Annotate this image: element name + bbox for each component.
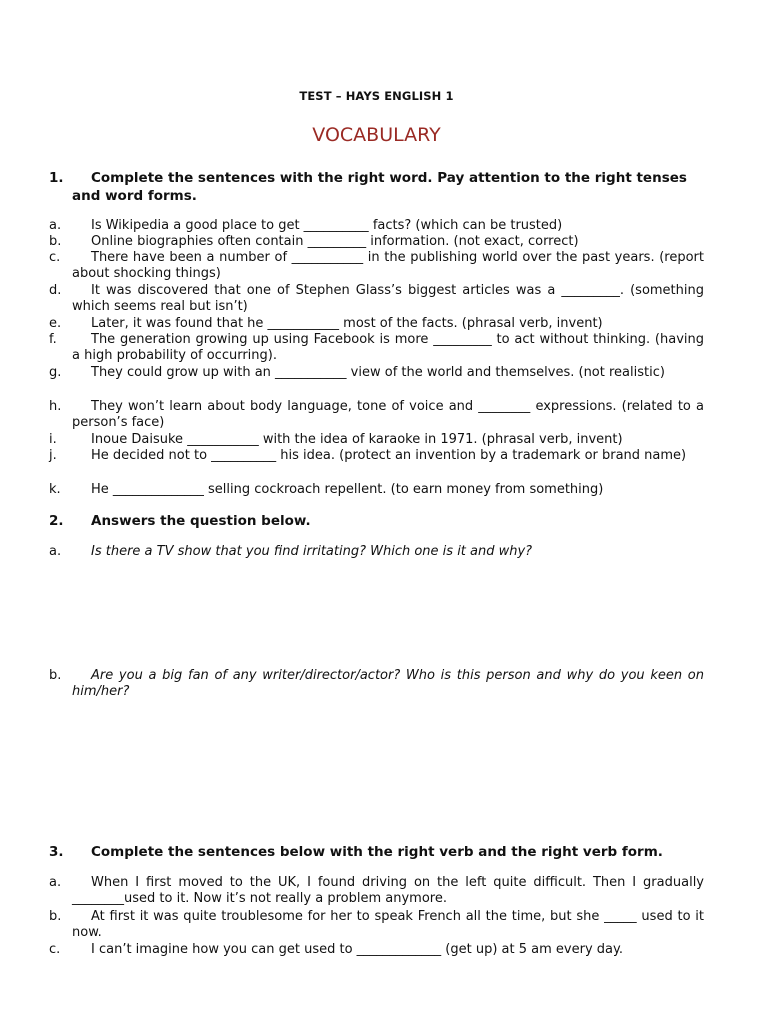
question-item [49,316,704,332]
item-letter: i. [49,432,57,447]
question-item [49,332,704,365]
item-text: Online biographies often contain _________ information. (not exact, correct) [91,234,579,249]
section-3-heading [49,843,704,861]
item-letter: e. [49,316,62,331]
item-text: They could grow up with an ___________ view of the world and themselves. (not realistic) [91,365,665,380]
item-letter: b. [49,668,62,683]
test-title: TEST – HAYS ENGLISH 1 [299,89,454,103]
item-letter: a. [49,875,62,890]
item-letter: h. [49,399,62,414]
item-text: Are you a big fan of any writer/director/actor? Who is this person and why do you keen on him/her? [72,668,704,700]
item-letter: a. [49,218,62,233]
question-item [49,283,704,316]
question-item [49,668,704,701]
item-letter: f. [49,332,57,347]
question-item [49,365,704,381]
item-text: When I first moved to the UK, I found driving on the left quite difficult. Then I gradually ________used to it. Now it’s not really a problem anymore. [72,875,704,907]
item-text: Inoue Daisuke ___________ with the idea of karaoke in 1971. (phrasal verb, invent) [91,432,623,447]
item-text: There have been a number of ___________ in the publishing world over the past years. (report about shocking things) [72,250,704,282]
item-letter: b. [49,909,62,924]
question-item [49,432,704,448]
question-item [49,250,704,283]
section-number: 1. [49,170,64,186]
section-1-heading [49,169,704,205]
question-item [49,544,704,560]
item-letter: g. [49,365,62,380]
question-item [49,909,704,942]
question-item [49,942,704,958]
item-letter: c. [49,250,61,265]
item-letter: b. [49,234,62,249]
question-item [49,875,704,908]
section-number: 3. [49,844,64,860]
section-instruction: Complete the sentences below with the right verb and the right verb form. [91,844,663,860]
section-title-vocabulary: VOCABULARY [312,124,441,146]
item-text: He decided not to __________ his idea. (protect an invention by a trademark or brand name) [91,448,687,463]
item-text: Is Wikipedia a good place to get __________ facts? (which can be trusted) [91,218,563,233]
document-page [49,0,704,1024]
question-item [49,218,704,234]
item-text: At first it was quite troublesome for her to speak French all the time, but she _____ used to it now. [72,909,704,941]
item-text: I can’t imagine how you can get used to _____________ (get up) at 5 am every day. [91,942,623,957]
item-text: The generation growing up using Facebook is more _________ to act without thinking. (having a high probability of occurring). [72,332,704,364]
item-letter: k. [49,482,61,497]
item-letter: a. [49,544,62,559]
item-text: It was discovered that one of Stephen Glass’s biggest articles was a _________. (something which seems real but isn’t) [72,283,704,315]
question-item [49,399,704,432]
item-text: Later, it was found that he ___________ most of the facts. (phrasal verb, invent) [91,316,603,331]
section-instruction: Complete the sentences with the right word. Pay attention to the right tenses and word forms. [72,170,687,204]
item-letter: c. [49,942,61,957]
item-text: Is there a TV show that you find irritating? Which one is it and why? [91,544,533,559]
item-text: They won’t learn about body language, tone of voice and ________ expressions. (related to a person’s face) [72,399,704,431]
question-item [49,448,704,464]
section-number: 2. [49,513,64,529]
item-text: He ______________ selling cockroach repellent. (to earn money from something) [91,482,604,497]
item-letter: d. [49,283,62,298]
item-letter: j. [49,448,57,463]
question-item [49,234,704,250]
section-2-heading [49,512,704,530]
section-instruction: Answers the question below. [91,513,311,529]
question-item [49,482,704,498]
